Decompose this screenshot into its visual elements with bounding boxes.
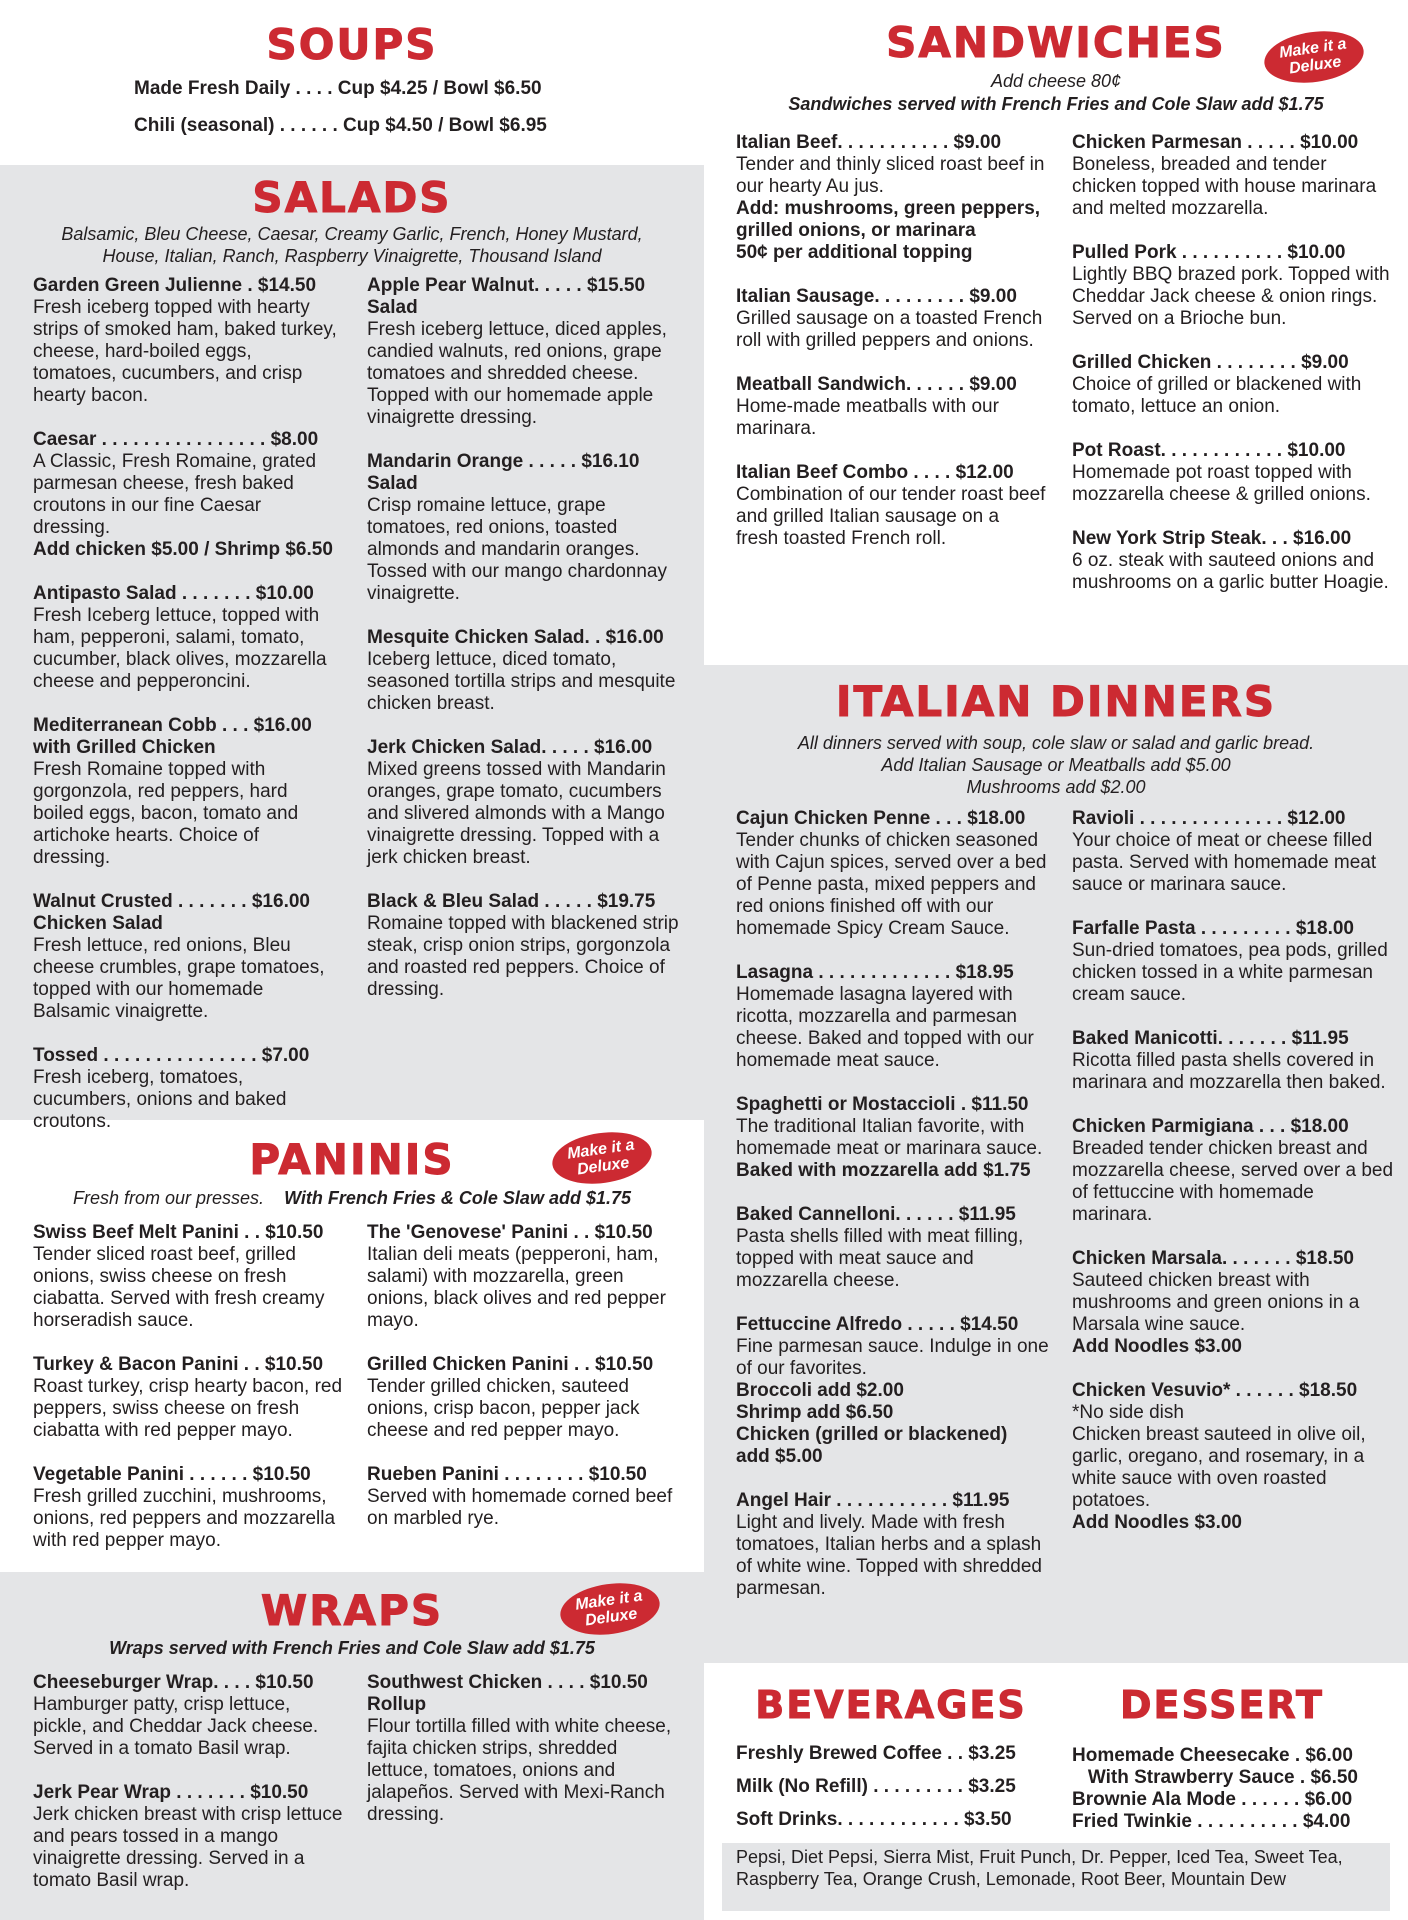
item-name: Apple Pear Walnut. . . . . $15.50 Salad bbox=[367, 275, 646, 318]
salads-section bbox=[0, 165, 704, 1132]
item-name: Vegetable Panini . . . . . . $10.50 bbox=[33, 1464, 311, 1485]
item-name: Antipasto Salad . . . . . . . $10.00 bbox=[33, 583, 314, 604]
item-description: Light and lively. Made with fresh tomatoes, Italian herbs and a splash of white wine. Topped with shredded parmesan. bbox=[736, 1512, 1042, 1599]
paninis-sub-bold: With French Fries & Cole Slaw add $1.75 bbox=[284, 1188, 631, 1208]
item-name: Walnut Crusted . . . . . . . $16.00 Chicken Salad bbox=[33, 891, 310, 934]
item-name: Mediterranean Cobb . . . $16.00 with Grilled Chicken bbox=[33, 715, 312, 758]
item-name: Swiss Beef Melt Panini . . $10.50 bbox=[33, 1222, 324, 1243]
menu-item-italian-beef-combo bbox=[736, 462, 1046, 550]
paninis-section bbox=[0, 1120, 704, 1572]
italian-sub-3: Mushrooms add $2.00 bbox=[966, 777, 1146, 797]
soups-section bbox=[0, 0, 704, 165]
item-name: Jerk Pear Wrap . . . . . . . $10.50 bbox=[33, 1782, 309, 1803]
item-description: *No side dish Chicken breast sauteed in olive oil, garlic, oregano, and rosemary, in a white sauce with oven roasted potatoes. bbox=[1072, 1402, 1366, 1511]
item-description: The traditional Italian favorite, with homemade meat or marinara sauce. bbox=[736, 1116, 1043, 1159]
dessert-line-4: Fried Twinkie . . . . . . . . . . $4.00 bbox=[1072, 1811, 1351, 1832]
item-description: Homemade lasagna layered with ricotta, mozzarella and parmesan cheese. Baked and topped with our homemade meat sauce. bbox=[736, 984, 1034, 1071]
menu-item-caesar bbox=[33, 429, 338, 561]
menu-item-ravioli bbox=[1072, 808, 1394, 896]
menu-item-chicken-parmigiana bbox=[1072, 1116, 1394, 1226]
menu-item-vegetable-panini bbox=[33, 1464, 343, 1552]
soups-line-1: Made Fresh Daily . . . . Cup $4.25 / Bowl $6.50 bbox=[134, 78, 542, 99]
sandwiches-left-column bbox=[736, 132, 1046, 572]
menu-item-farfalle-pasta bbox=[1072, 918, 1394, 1006]
item-name: Lasagna . . . . . . . . . . . . . $18.95 bbox=[736, 962, 1014, 983]
menu-item-black-bleu-salad bbox=[367, 891, 682, 1001]
item-description: Fresh lettuce, red onions, Bleu cheese crumbles, grape tomatoes, topped with our homemade Balsamic vinaigrette. bbox=[33, 935, 325, 1022]
wraps-deluxe-badge: Make it a Deluxe bbox=[557, 1577, 663, 1640]
item-name: Garden Green Julienne . $14.50 bbox=[33, 275, 317, 296]
item-description: Combination of our tender roast beef and grilled Italian sausage on a fresh toasted French roll. bbox=[736, 484, 1046, 549]
menu-item-chicken-parmesan bbox=[1072, 132, 1392, 220]
menu-item-southwest-chicken bbox=[367, 1672, 682, 1826]
item-name: Jerk Chicken Salad. . . . . $16.00 bbox=[367, 737, 653, 758]
beverage-line-3: Soft Drinks. . . . . . . . . . . . $3.50 bbox=[736, 1809, 1012, 1830]
wraps-left-column bbox=[33, 1672, 343, 1914]
menu-item-jerk-pear-wrap bbox=[33, 1782, 343, 1892]
item-description: Fresh Romaine topped with gorgonzola, red peppers, hard boiled eggs, bacon, tomato and artichoke hearts. Choice of dressing. bbox=[33, 759, 299, 868]
item-name: Italian Sausage. . . . . . . . . $9.00 bbox=[736, 286, 1017, 307]
paninis-subtitle bbox=[0, 1187, 704, 1209]
item-description: Jerk chicken breast with crisp lettuce and pears tossed in a mango vinaigrette dressing. Served in a tomato Basil wrap. bbox=[33, 1804, 343, 1891]
item-name: Grilled Chicken Panini . . $10.50 bbox=[367, 1354, 654, 1375]
menu-item-swiss-beef-melt-panini bbox=[33, 1222, 343, 1332]
item-extra: Broccoli add $2.00 Shrimp add $6.50 Chicken (grilled or blackened) add $5.00 bbox=[736, 1380, 1008, 1467]
menu-item-antipasto-salad bbox=[33, 583, 338, 693]
dessert-line-1: Homemade Cheesecake . $6.00 bbox=[1072, 1745, 1353, 1766]
item-name: Grilled Chicken . . . . . . . . $9.00 bbox=[1072, 352, 1349, 373]
item-name: Cajun Chicken Penne . . . $18.00 bbox=[736, 808, 1026, 829]
item-name: Mesquite Chicken Salad. . $16.00 bbox=[367, 627, 664, 648]
beverages-dessert-section bbox=[704, 1663, 1408, 1920]
menu-item-cajun-chicken-penne bbox=[736, 808, 1054, 940]
item-name: Baked Cannelloni. . . . . . $11.95 bbox=[736, 1204, 1016, 1225]
dessert-line-3: Brownie Ala Mode . . . . . . $6.00 bbox=[1072, 1789, 1353, 1810]
item-name: Mandarin Orange . . . . . $16.10 Salad bbox=[367, 451, 640, 494]
item-description: Sun-dried tomatoes, pea pods, grilled chicken tossed in a white parmesan cream sauce. bbox=[1072, 940, 1388, 1005]
item-name: Italian Beef Combo . . . . $12.00 bbox=[736, 462, 1014, 483]
menu-item-angel-hair bbox=[736, 1490, 1054, 1600]
item-name: Chicken Vesuvio* . . . . . . $18.50 bbox=[1072, 1380, 1358, 1401]
item-description: Fresh iceberg, tomatoes, cucumbers, onions and baked croutons. bbox=[33, 1067, 287, 1132]
menu-item-walnut-crusted bbox=[33, 891, 338, 1023]
salads-title: SALADS bbox=[252, 173, 452, 222]
item-name: Italian Beef. . . . . . . . . . . $9.00 bbox=[736, 132, 1002, 153]
menu-item-chicken-marsala bbox=[1072, 1248, 1394, 1358]
item-extra: Add Noodles $3.00 bbox=[1072, 1336, 1242, 1357]
soups-line-2: Chili (seasonal) . . . . . . Cup $4.50 / Bowl $6.95 bbox=[134, 115, 547, 136]
item-description: Lightly BBQ brazed pork. Topped with Cheddar Jack cheese & onion rings. Served on a Brioche bun. bbox=[1072, 264, 1390, 329]
menu-item-jerk-chicken-salad bbox=[367, 737, 682, 869]
paninis-title: PANINIS bbox=[249, 1135, 455, 1184]
item-name: The 'Genovese' Panini . . $10.50 bbox=[367, 1222, 653, 1243]
item-name: Fettuccine Alfredo . . . . . $14.50 bbox=[736, 1314, 1019, 1335]
item-description: Fresh iceberg topped with hearty strips of smoked ham, baked turkey, cheese, hard-boiled eggs, tomatoes, cucumbers, and crisp hearty bacon. bbox=[33, 297, 337, 406]
paninis-sub-italic: Fresh from our presses. bbox=[72, 1188, 265, 1208]
italian-section bbox=[704, 665, 1408, 1663]
menu-item-spaghetti-or-mostaccioli bbox=[736, 1094, 1054, 1182]
item-extra: Baked with mozzarella add $1.75 bbox=[736, 1160, 1031, 1181]
item-description: Italian deli meats (pepperoni, ham, salami) with mozzarella, green onions, black olives and red pepper mayo. bbox=[367, 1244, 666, 1331]
menu-item-chicken-vesuvio bbox=[1072, 1380, 1394, 1534]
item-description: Boneless, breaded and tender chicken topped with house marinara and melted mozzarella. bbox=[1072, 154, 1377, 219]
menu-item-cheeseburger-wrap bbox=[33, 1672, 343, 1760]
soft-drinks-list: Pepsi, Diet Pepsi, Sierra Mist, Fruit Punch, Dr. Pepper, Iced Tea, Sweet Tea, Raspberry Tea, Orange Crush, Lemonade, Root Beer, Mountain Dew bbox=[736, 1847, 1343, 1889]
item-name: Tossed . . . . . . . . . . . . . . . $7.00 bbox=[33, 1045, 310, 1066]
item-name: Turkey & Bacon Panini . . $10.50 bbox=[33, 1354, 324, 1375]
wraps-title: WRAPS bbox=[260, 1586, 444, 1635]
item-name: Angel Hair . . . . . . . . . . . $11.95 bbox=[736, 1490, 1010, 1511]
menu-item-rueben-panini bbox=[367, 1464, 682, 1530]
item-name: Cheeseburger Wrap. . . . $10.50 bbox=[33, 1672, 314, 1693]
item-description: Ricotta filled pasta shells covered in marinara and mozzarella then baked. bbox=[1072, 1050, 1386, 1093]
menu-item-turkey-bacon-panini bbox=[33, 1354, 343, 1442]
wraps-right-column bbox=[367, 1672, 682, 1848]
salads-right-column bbox=[367, 275, 682, 1023]
item-name: Pot Roast. . . . . . . . . . . . $10.00 bbox=[1072, 440, 1346, 461]
item-description: Grilled sausage on a toasted French roll with grilled peppers and onions. bbox=[736, 308, 1043, 351]
item-name: Ravioli . . . . . . . . . . . . . . $12.00 bbox=[1072, 808, 1346, 829]
sandwiches-sub-1: Add cheese 80¢ bbox=[990, 71, 1122, 91]
item-name: Chicken Parmesan . . . . . $10.00 bbox=[1072, 132, 1359, 153]
italian-left-column bbox=[736, 808, 1054, 1622]
item-name: Southwest Chicken . . . . $10.50 Rollup bbox=[367, 1672, 648, 1715]
paninis-deluxe-badge: Make it a Deluxe bbox=[549, 1126, 655, 1189]
item-extra: Add: mushrooms, green peppers, grilled onions, or marinara 50¢ per additional topping bbox=[736, 198, 1041, 263]
menu-item-grilled-chicken-panini bbox=[367, 1354, 682, 1442]
item-description: Fine parmesan sauce. Indulge in one of our favorites. bbox=[736, 1336, 1049, 1379]
item-description: Sauteed chicken breast with mushrooms and green onions in a Marsala wine sauce. bbox=[1072, 1270, 1360, 1335]
item-extra: Add Noodles $3.00 bbox=[1072, 1512, 1242, 1533]
item-description: Tender sliced roast beef, grilled onions, swiss cheese on fresh ciabatta. Served with fresh creamy horseradish sauce. bbox=[33, 1244, 325, 1331]
sandwiches-sub-2: Sandwiches served with French Fries and Cole Slaw add $1.75 bbox=[788, 94, 1324, 114]
item-description: Choice of grilled or blackened with tomato, lettuce an onion. bbox=[1072, 374, 1362, 417]
beverage-line-2: Milk (No Refill) . . . . . . . . . $3.25 bbox=[736, 1776, 1016, 1797]
sandwiches-section bbox=[704, 0, 1408, 665]
menu-item-apple-pear-walnut bbox=[367, 275, 682, 429]
item-name: Rueben Panini . . . . . . . . $10.50 bbox=[367, 1464, 647, 1485]
item-description: Hamburger patty, crisp lettuce, pickle, and Cheddar Jack cheese. Served in a tomato Basil wrap. bbox=[33, 1694, 319, 1759]
item-name: Baked Manicotti. . . . . . . $11.95 bbox=[1072, 1028, 1349, 1049]
item-description: Tender grilled chicken, sauteed onions, crisp bacon, pepper jack cheese and red pepper mayo. bbox=[367, 1376, 640, 1441]
item-description: Roast turkey, crisp hearty bacon, red peppers, swiss cheese on fresh ciabatta with red pepper mayo. bbox=[33, 1376, 343, 1441]
menu-item-grilled-chicken bbox=[1072, 352, 1392, 418]
item-description: Served with homemade corned beef on marbled rye. bbox=[367, 1486, 673, 1529]
menu-item-italian-beef bbox=[736, 132, 1046, 264]
item-description: Homemade pot roast topped with mozzarella cheese & grilled onions. bbox=[1072, 462, 1371, 505]
italian-sub-2: Add Italian Sausage or Meatballs add $5.00 bbox=[881, 755, 1231, 775]
item-description: Fresh iceberg lettuce, diced apples, candied walnuts, red onions, grape tomatoes and shredded cheese. Topped with our homemade apple vinaigrette dressing. bbox=[367, 319, 667, 428]
menu-item-new-york-strip-steak bbox=[1072, 528, 1392, 594]
wraps-sub-text: Wraps served with French Fries and Cole Slaw add $1.75 bbox=[109, 1638, 595, 1658]
dessert-line-2: With Strawberry Sauce . $6.50 bbox=[1072, 1767, 1359, 1788]
item-description: Pasta shells filled with meat filling, topped with meat sauce and mozzarella cheese. bbox=[736, 1226, 1024, 1291]
menu-item-baked-manicotti bbox=[1072, 1028, 1394, 1094]
item-name: New York Strip Steak. . . $16.00 bbox=[1072, 528, 1352, 549]
menu-item-mediterranean-cobb bbox=[33, 715, 338, 869]
item-name: Spaghetti or Mostaccioli . $11.50 bbox=[736, 1094, 1029, 1115]
item-name: Black & Bleu Salad . . . . . $19.75 bbox=[367, 891, 656, 912]
item-description: Crisp romaine lettuce, grape tomatoes, red onions, toasted almonds and mandarin oranges. Tossed with our mango chardonnay vinaigrette. bbox=[367, 495, 667, 604]
item-name: Chicken Marsala. . . . . . . $18.50 bbox=[1072, 1248, 1354, 1269]
italian-title: ITALIAN DINNERS bbox=[835, 677, 1277, 726]
item-description: Flour tortilla filled with white cheese, fajita chicken strips, shredded lettuce, tomatoes, onions and jalapeños. Served with Mexi-Ranch dressing. bbox=[367, 1716, 672, 1825]
menu-item-meatball-sandwich bbox=[736, 374, 1046, 440]
paninis-left-column bbox=[33, 1222, 343, 1574]
item-description: Romaine topped with blackened strip steak, crisp onion strips, gorgonzola and roasted red peppers. Choice of dressing. bbox=[367, 913, 679, 1000]
item-description: Tender and thinly sliced roast beef in our hearty Au jus. bbox=[736, 154, 1045, 197]
menu-item-lasagna bbox=[736, 962, 1054, 1072]
beverage-line-1: Freshly Brewed Coffee . . $3.25 bbox=[736, 1743, 1016, 1764]
item-description: Fresh Iceberg lettuce, topped with ham, pepperoni, salami, tomato, cucumber, black olives, mozzarella cheese and pepperoncini. bbox=[33, 605, 327, 692]
item-description: Tender chunks of chicken seasoned with Cajun spices, served over a bed of Penne pasta, mixed peppers and red onions finished off with our homemade Spicy Cream Sauce. bbox=[736, 830, 1047, 939]
wraps-subtitle bbox=[0, 1637, 704, 1659]
item-description: Your choice of meat or cheese filled pasta. Served with homemade meat sauce or marinara sauce. bbox=[1072, 830, 1377, 895]
item-description: 6 oz. steak with sauteed onions and mushrooms on a garlic butter Hoagie. bbox=[1072, 550, 1389, 593]
item-description: Iceberg lettuce, diced tomato, seasoned tortilla strips and mesquite chicken breast. bbox=[367, 649, 676, 714]
item-name: Farfalle Pasta . . . . . . . . . $18.00 bbox=[1072, 918, 1354, 939]
item-name: Meatball Sandwich. . . . . . $9.00 bbox=[736, 374, 1017, 395]
menu-item-mesquite-chicken-salad bbox=[367, 627, 682, 715]
menu-item-fettuccine-alfredo bbox=[736, 1314, 1054, 1468]
item-name: Caesar . . . . . . . . . . . . . . . . $8.00 bbox=[33, 429, 319, 450]
salads-left-column bbox=[33, 275, 338, 1155]
menu-item-the-genovese-panini bbox=[367, 1222, 682, 1332]
menu-item-baked-cannelloni bbox=[736, 1204, 1054, 1292]
soups-title: SOUPS bbox=[266, 20, 438, 69]
menu-item-italian-sausage bbox=[736, 286, 1046, 352]
dessert-title: DESSERT bbox=[1120, 1683, 1324, 1727]
item-extra: Add chicken $5.00 / Shrimp $6.50 bbox=[33, 539, 333, 560]
wraps-section bbox=[0, 1572, 704, 1920]
item-name: Pulled Pork . . . . . . . . . . $10.00 bbox=[1072, 242, 1346, 263]
item-description: Mixed greens tossed with Mandarin oranges, grape tomato, cucumbers and slivered almonds with a Mango vinaigrette dressing. Topped with a jerk chicken breast. bbox=[367, 759, 666, 868]
salads-dressings: Balsamic, Bleu Cheese, Caesar, Creamy Garlic, French, Honey Mustard, House, Italian, Ranch, Raspberry Vinaigrette, Thousand Island bbox=[61, 224, 643, 266]
italian-right-column bbox=[1072, 808, 1394, 1556]
sandwiches-right-column bbox=[1072, 132, 1392, 616]
item-description: Fresh grilled zucchini, mushrooms, onions, red peppers and mozzarella with red pepper mayo. bbox=[33, 1486, 336, 1551]
menu-item-garden-green-julienne bbox=[33, 275, 338, 407]
sandwiches-title: SANDWICHES bbox=[886, 18, 1226, 67]
item-description: Home-made meatballs with our marinara. bbox=[736, 396, 999, 439]
sandwiches-deluxe-badge: Make it a Deluxe bbox=[1261, 25, 1367, 88]
menu-item-mandarin-orange bbox=[367, 451, 682, 605]
menu-item-pot-roast bbox=[1072, 440, 1392, 506]
italian-sub-1: All dinners served with soup, cole slaw or salad and garlic bread. bbox=[797, 733, 1315, 753]
beverages-title: BEVERAGES bbox=[755, 1683, 1027, 1727]
item-description: A Classic, Fresh Romaine, grated parmesan cheese, fresh baked croutons in our fine Caesar dressing. bbox=[33, 451, 317, 538]
item-description: Breaded tender chicken breast and mozzarella cheese, served over a bed of fettuccine with homemade marinara. bbox=[1072, 1138, 1394, 1225]
paninis-right-column bbox=[367, 1222, 682, 1552]
menu-item-pulled-pork bbox=[1072, 242, 1392, 330]
item-name: Chicken Parmigiana . . . $18.00 bbox=[1072, 1116, 1349, 1137]
